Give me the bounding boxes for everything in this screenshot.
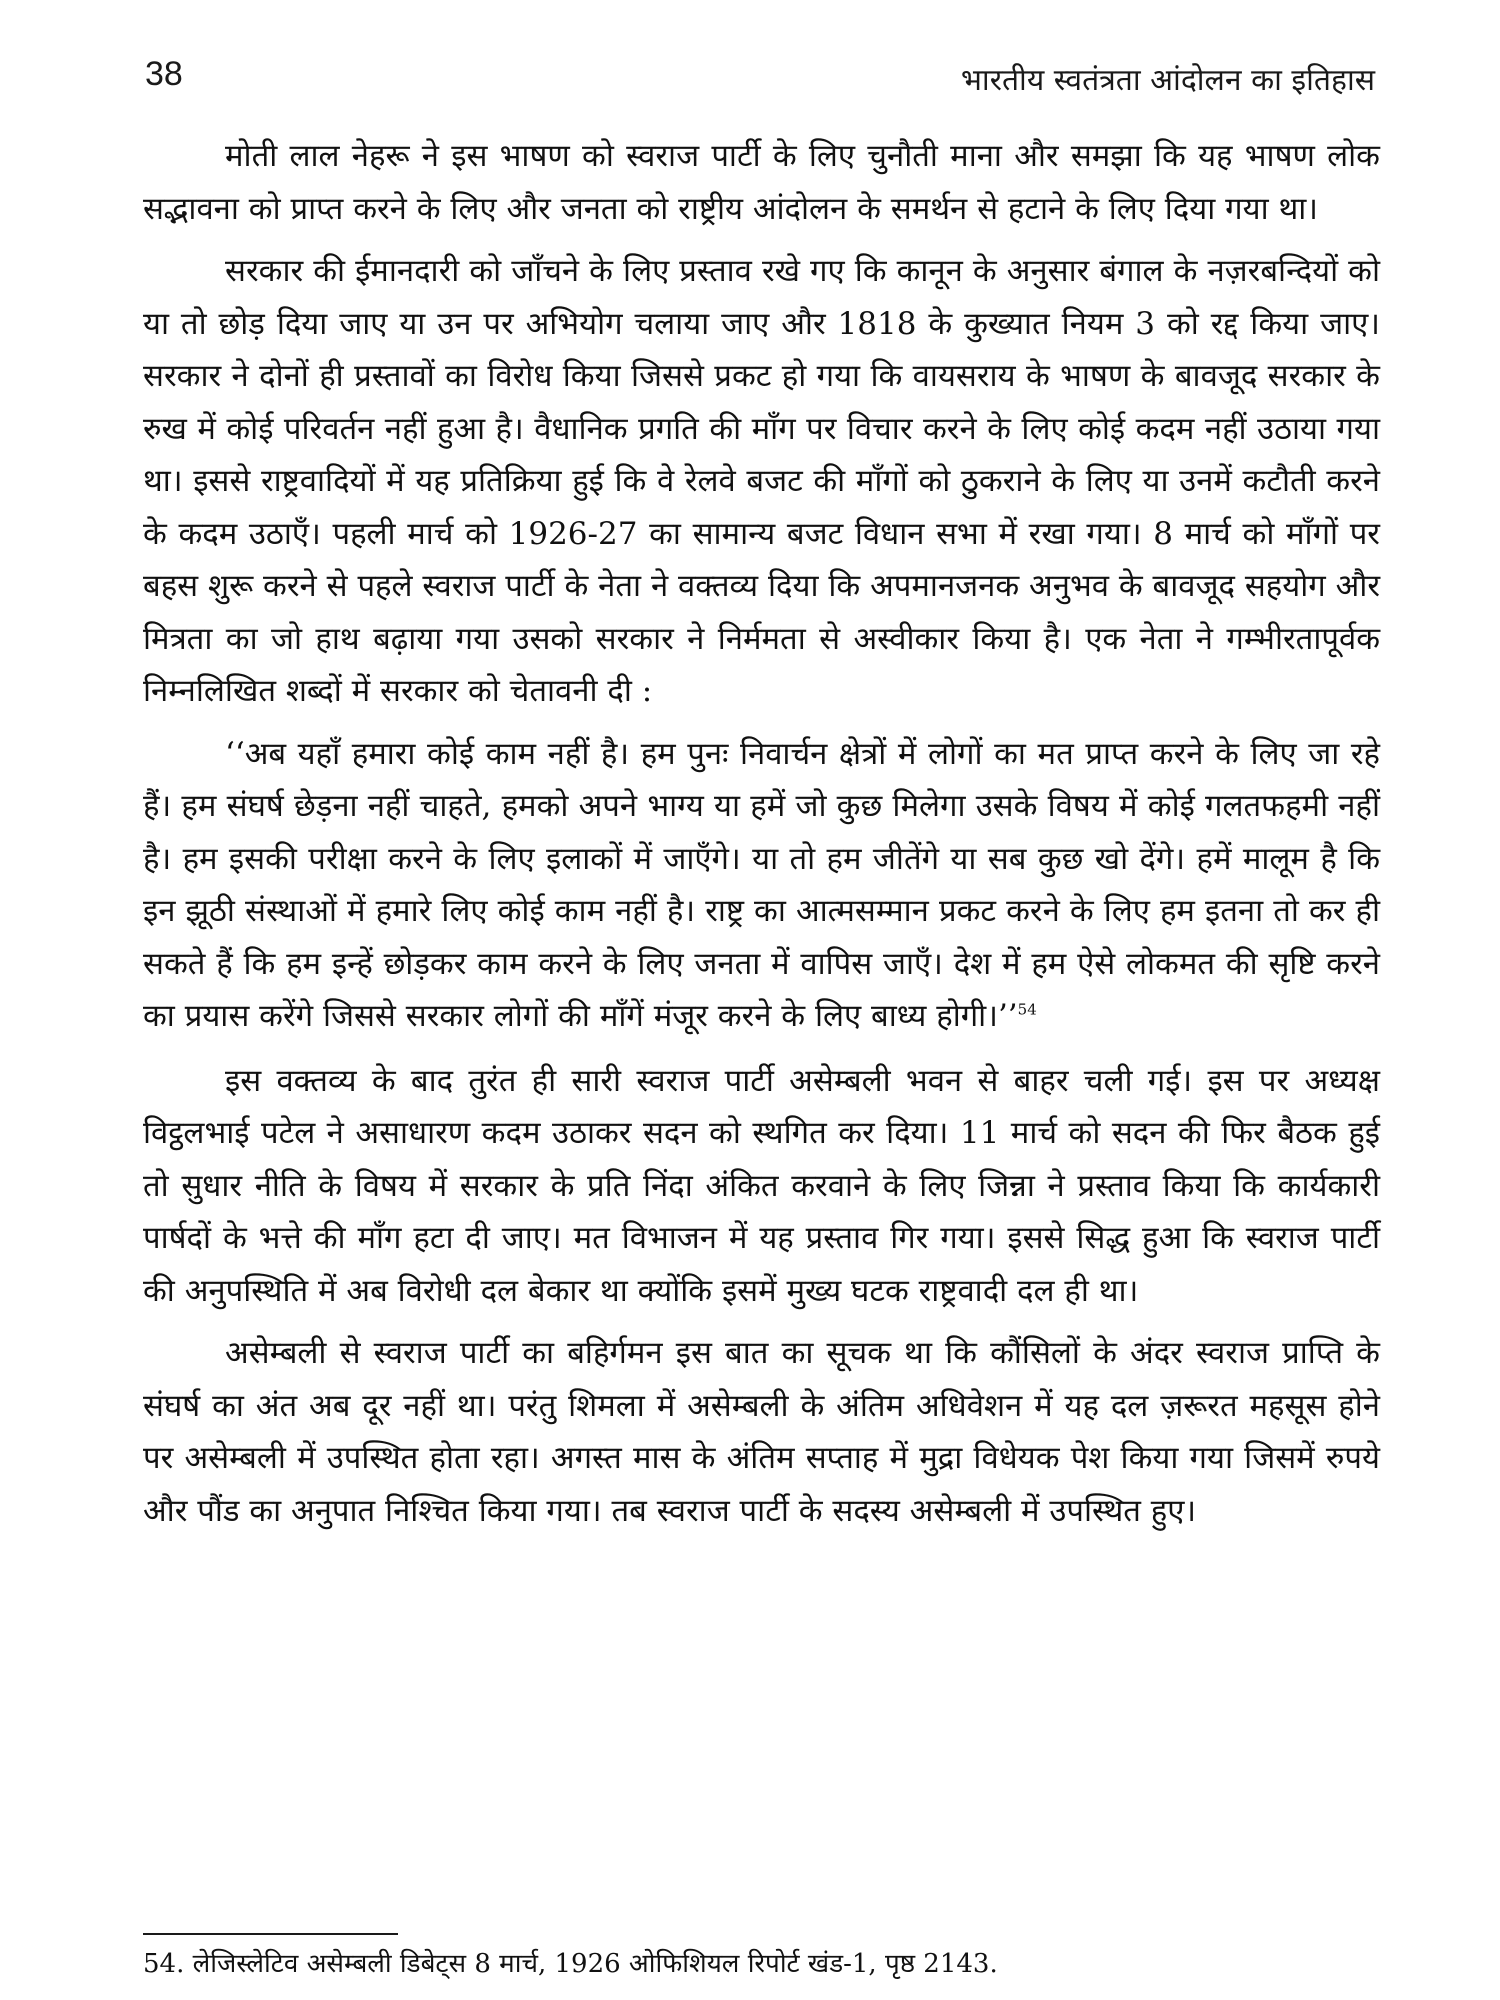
quote-text: ‘‘अब यहाँ हमारा कोई काम नहीं है। हम पुनः निवार्चन क्षेत्रों में लोगों का मत प्राप्त करने के लिए जा रहे हैं। हम संघर्ष छेड़ना नहीं चाहते, हमको अपने भाग्य या हमें जो कुछ मिलेगा उसके विषय में कोई गलतफहमी नहीं है। हम इसकी परीक्षा करने के लिए इलाकों में जाएँगे। या तो हम जीतेंगे या सब कुछ खो देंगे। हमें मालूम है कि इन झूठी संस्थाओं में हमारे लिए कोई काम नहीं है। राष्ट्र का आत्मसम्मान प्रकट करने के लिए हम इतना तो कर ही सकते हैं कि हम इन्हें छोड़कर काम करने के लिए जनता में वापिस जाएँ। देश में हम ऐसे लोकमत की सृष्टि करने का प्रयास करेंगे जिससे सरकार लोगों की माँगें मंजूर करने के लिए बाध्य होगी।’’ <box>143 735 1380 1034</box>
paragraph-3: इस वक्तव्य के बाद तुरंत ही सारी स्वराज पार्टी असेम्बली भवन से बाहर चली गई। इस पर अध्यक्ष विट्ठलभाई पटेल ने असाधारण कदम उठाकर सदन को स्थगित कर दिया। 11 मार्च को सदन की फिर बैठक हुई तो सुधार नीति के विषय में सरकार के प्रति निंदा अंकित करवाने के लिए जिन्ना ने प्रस्ताव किया कि कार्यकारी पार्षदों के भत्ते की माँग हटा दी जाए। मत विभाजन में यह प्रस्ताव गिर गया। इससे सिद्ध हुआ कि स्वराज पार्टी की अनुपस्थिति में अब विरोधी दल बेकार था क्योंकि इसमें मुख्य घटक राष्ट्रवादी दल ही था। <box>143 1062 1380 1309</box>
paragraph-2: सरकार की ईमानदारी को जाँचने के लिए प्रस्ताव रखे गए कि कानून के अनुसार बंगाल के नज़रबन्दियों को या तो छोड़ दिया जाए या उन पर अभियोग चलाया जाए और 1818 के कुख्यात नियम 3 को रद्द किया जाए। सरकार ने दोनों ही प्रस्तावों का विरोध किया जिससे प्रकट हो गया कि वायसराय के भाषण के बावजूद सरकार के रुख में कोई परिवर्तन नहीं हुआ है। वैधानिक प्रगति की माँग पर विचार करने के लिए कोई कदम नहीं उठाया गया था। इससे राष्ट्रवादियों में यह प्रतिक्रिया हुई कि वे रेलवे बजट की माँगों को ठुकराने के लिए या उनमें कटौती करने के कदम उठाएँ। पहली मार्च को 1926-27 का सामान्य बजट विधान सभा में रखा गया। 8 मार्च को माँगों पर बहस शुरू करने से पहले स्वराज पार्टी के नेता ने वक्तव्य दिया कि अपमानजनक अनुभव के बावजूद सहयोग और मित्रता का जो हाथ बढ़ाया गया उसको सरकार ने निर्ममता से अस्वीकार किया है। एक नेता ने गम्भीरतापूर्वक निम्नलिखित शब्दों में सरकार को चेतावनी दी : <box>143 253 1380 709</box>
paragraph-1: मोती लाल नेहरू ने इस भाषण को स्वराज पार्टी के लिए चुनौती माना और समझा कि यह भाषण लोक सद्भावना को प्राप्त करने के लिए और जनता को राष्ट्रीय आंदोलन के समर्थन से हटाने के लिए दिया गया था। <box>143 138 1380 227</box>
footnote-divider <box>143 1933 398 1935</box>
footnote: 54. लेजिस्लेटिव असेम्बली डिबेट्स 8 मार्च, 1926 ओफिशियल रिपोर्ट खंड-1, पृष्ठ 2143. <box>143 1949 998 1979</box>
paragraph-4: असेम्बली से स्वराज पार्टी का बहिर्गमन इस बात का सूचक था कि कौंसिलों के अंदर स्वराज प्राप्ति के संघर्ष का अंत अब दूर नहीं था। परंतु शिमला में असेम्बली के अंतिम अधिवेशन में यह दल ज़रूरत महसूस होने पर असेम्बली में उपस्थित होता रहा। अगस्त मास के अंतिम सप्ताह में मुद्रा विधेयक पेश किया गया जिसमें रुपये और पौंड का अनुपात निश्चित किया गया। तब स्वराज पार्टी के सदस्य असेम्बली में उपस्थित हुए। <box>143 1335 1380 1529</box>
body-text <box>143 130 1380 1547</box>
quoted-speech <box>143 728 1380 1043</box>
page-number: 38 <box>145 55 183 93</box>
footnote-reference: 54 <box>1017 1000 1037 1019</box>
running-title: भारतीय स्वतंत्रता आंदोलन का इतिहास <box>960 63 1375 98</box>
